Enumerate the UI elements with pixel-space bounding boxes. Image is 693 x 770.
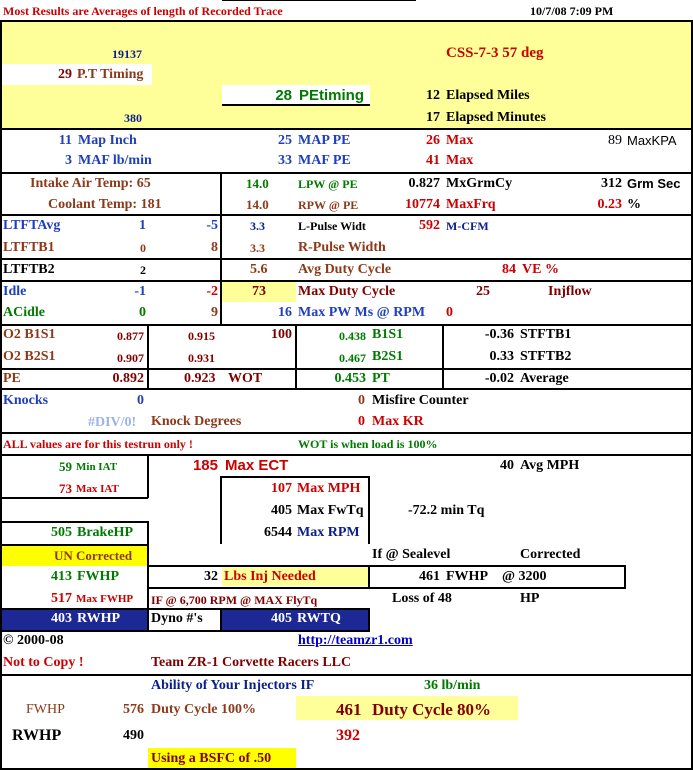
mxgrm-value: 0.827 [408, 176, 440, 191]
max-pw-rpm: 0 [446, 305, 453, 320]
stftb1-value: -0.36 [484, 327, 514, 342]
duty80-label: Duty Cycle 80% [372, 700, 491, 719]
rwhp-80: 392 [336, 727, 360, 744]
rwhp-label: RWHP [77, 611, 121, 626]
max-ect-label: Max ECT [225, 457, 289, 474]
misfire-label: Misfire Counter [372, 393, 469, 408]
lbs-value: 32 [204, 569, 218, 584]
min-iat-value: 59 [59, 459, 72, 474]
maxfrq-value: 10774 [405, 197, 440, 212]
injflow-label: Injflow [548, 284, 592, 299]
lpw-label: LPW @ PE [298, 177, 358, 191]
stftb2-value: 0.33 [489, 349, 514, 364]
maf-label: MAF lb/min [78, 153, 152, 168]
ltftavg-b: -5 [206, 218, 218, 233]
pt-label: PT [372, 371, 390, 386]
rwtq-value: 405 [271, 611, 292, 626]
duty100-value: 576 [123, 702, 144, 717]
knocks-value: 0 [137, 393, 144, 408]
avg-mph-label: Avg MPH [520, 458, 580, 473]
fwhp-corrected-value: 461 [419, 569, 440, 584]
rpulse-value: 3.3 [250, 241, 265, 255]
maf-value: 3 [65, 153, 72, 168]
ltftb1-label: LTFTB1 [3, 240, 55, 255]
idle-a: -1 [134, 284, 146, 299]
corrected-label: Corrected [520, 547, 581, 562]
rpw-label: RPW @ PE [298, 198, 359, 212]
max-iat-label: Max IAT [76, 483, 119, 495]
o2-b2s1-d-label: B2S1 [372, 349, 404, 364]
avgduty-value: 5.6 [250, 262, 268, 277]
car-name: CSS-7-3 57 deg [446, 45, 544, 61]
maf-max-label: Max [446, 153, 474, 168]
o2-b1s1-c: 100 [271, 327, 292, 342]
maf-pe-value: 33 [278, 153, 292, 168]
o2-b1s1-b: 0.915 [188, 329, 215, 343]
map-pe-label: MAP PE [298, 133, 351, 148]
rpw-value: 14.0 [246, 197, 269, 212]
acidle-label: ACidle [3, 305, 45, 320]
pe-value: 0.892 [112, 371, 144, 386]
o2-b2s1-d: 0.467 [339, 351, 366, 365]
duty100-label: Duty Cycle 100% [151, 702, 256, 717]
duty80-value: 461 [336, 700, 362, 719]
misfire-value: 0 [358, 393, 365, 408]
maxduty-value: 73 [252, 284, 266, 299]
o2-b1s1-a: 0.877 [117, 329, 144, 343]
brakehp-value: 505 [51, 525, 72, 540]
average-label: Average [520, 371, 569, 386]
header-datetime: 10/7/08 7:09 PM [530, 4, 614, 18]
rwhp-value: 403 [51, 611, 72, 626]
top-number: 19137 [112, 47, 142, 61]
pe-timing-value: 28 [275, 87, 292, 104]
injector-ability: Ability of Your Injectors IF [151, 678, 315, 693]
hp-label: HP [520, 591, 540, 606]
max-fwhp-value: 517 [51, 591, 72, 606]
elapsed-minutes-label: Elapsed Minutes [446, 110, 546, 125]
header-note: Most Results are Averages of length of Recorded Trace [3, 4, 283, 18]
company-name: Team ZR-1 Corvette Racers LLC [151, 655, 352, 670]
avg-mph-value: 40 [500, 458, 514, 473]
dyno-label: Dyno #'s [151, 611, 203, 626]
map-max-label: Max [446, 133, 474, 148]
elapsed-miles-label: Elapsed Miles [446, 88, 530, 103]
pt-timing-label: P.T Timing [77, 67, 144, 82]
ltftb1-a: 0 [140, 241, 146, 255]
mxgrm-label: MxGrmCy [446, 176, 513, 191]
ltftavg-a: 1 [139, 218, 146, 233]
pt-value: 0.453 [334, 371, 366, 386]
ve-value: 84 [502, 262, 516, 277]
max-fwhp-label: Max FWHP [76, 593, 134, 605]
maf-pe-label: MAF PE [298, 153, 351, 168]
maxkr-label: Max KR [372, 414, 424, 429]
intake-air-temp: Intake Air Temp: 65 [30, 176, 151, 191]
at-rpm: @ 3200 [502, 569, 547, 584]
min-iat-label: Min IAT [76, 461, 118, 473]
elapsed-miles-value: 12 [426, 88, 440, 103]
lpulse-value: 3.3 [250, 219, 265, 233]
map-max-value: 26 [426, 133, 440, 148]
pct-label: % [627, 197, 641, 212]
avgduty-label: Avg Duty Cycle [298, 262, 392, 277]
maxduty-label: Max Duty Cycle [298, 284, 396, 299]
stftb2-label: STFTB2 [520, 349, 572, 364]
max-fwtq-value: 405 [271, 503, 292, 518]
acidle-a: 0 [139, 305, 146, 320]
max-pw-label: Max PW Ms @ RPM [298, 305, 426, 320]
fwhp-value: 413 [51, 569, 72, 584]
inj-fwhp-label: FWHP [26, 702, 65, 717]
lbs-label: Lbs Inj Needed [224, 569, 316, 584]
acidle-b: 9 [211, 305, 218, 320]
fwhp-corrected-label: FWHP [446, 569, 488, 584]
wot-value: 0.923 [184, 371, 216, 386]
o2-b1s1-d-label: B1S1 [372, 327, 404, 342]
elapsed-minutes-value: 17 [426, 110, 440, 125]
ltftb2-a: 2 [140, 263, 146, 277]
max-rpm-value: 6544 [264, 525, 292, 540]
top-number-bottom: 380 [124, 111, 142, 125]
stftb1-label: STFTB1 [520, 327, 572, 342]
max-mph-label: Max MPH [297, 481, 361, 496]
mcfm-label: M-CFM [446, 219, 489, 233]
ltftb2-label: LTFTB2 [3, 262, 55, 277]
max-pw-value: 16 [278, 305, 292, 320]
bsfc-note: Using a BSFC of .50 [151, 751, 272, 766]
pe-label: PE [3, 371, 21, 386]
knocks-label: Knocks [3, 393, 49, 408]
idle-label: Idle [3, 284, 27, 299]
div-error: #DIV/0! [88, 415, 137, 430]
o2-b1s1-d: 0.438 [339, 329, 366, 343]
injflow-value: 25 [476, 284, 490, 299]
maxkpa-label: MaxKPA [627, 133, 677, 148]
all-values-note: ALL values are for this testrun only ! [3, 437, 193, 451]
pt-timing-value: 29 [58, 67, 72, 82]
map-inch-value: 11 [58, 133, 72, 148]
average-value: -0.02 [484, 371, 514, 386]
maxkr-value: 0 [358, 414, 365, 429]
inj-rwhp-label: RWHP [12, 727, 62, 744]
map-pe-value: 25 [278, 133, 292, 148]
max-mph-value: 107 [271, 481, 292, 496]
grmsec-label: Grm Sec [627, 176, 681, 191]
mcfm-value: 592 [419, 218, 440, 233]
copyright: © 2000-08 [3, 633, 64, 648]
max-iat-value: 73 [59, 481, 72, 496]
injector-lb-min: 36 lb/min [424, 678, 481, 693]
max-ect-value: 185 [192, 457, 218, 474]
max-rpm-label: Max RPM [297, 525, 360, 540]
pe-timing-label: PEtiming [299, 87, 365, 104]
lpw-value: 14.0 [246, 176, 269, 191]
o2-b2s1-a: 0.907 [117, 351, 144, 365]
map-inch-label: Map Inch [78, 133, 137, 148]
pct-value: 0.23 [597, 197, 622, 212]
ltftb1-b: 8 [211, 240, 218, 255]
wot-note: WOT is when load is 100% [298, 437, 438, 451]
loss-label: Loss of 48 [392, 591, 452, 606]
knock-degrees-label: Knock Degrees [151, 414, 242, 429]
o2-b2s1-label: O2 B2S1 [3, 349, 56, 364]
maf-max-value: 41 [426, 153, 440, 168]
o2-b1s1-label: O2 B1S1 [3, 327, 56, 342]
if-sealevel: If @ Sealevel [372, 547, 451, 562]
rpulse-label: R-Pulse Width [298, 240, 386, 255]
ve-label: VE % [522, 262, 559, 277]
wot-label: WOT [228, 371, 263, 386]
brakehp-label: BrakeHP [77, 525, 133, 540]
maxkpa-value: 89 [608, 133, 622, 148]
not-to-copy: Not to Copy ! [3, 655, 84, 670]
max-fwtq-label: Max FwTq [297, 503, 364, 518]
fwhp-label: FWHP [77, 569, 119, 584]
ltftavg-label: LTFTAvg [3, 218, 61, 233]
maxfrq-label: MaxFrq [446, 197, 496, 212]
if-rpm-note: IF @ 6,700 RPM @ MAX FlyTq [151, 593, 318, 607]
grmsec-value: 312 [601, 176, 622, 191]
lpulse-label: L-Pulse Widt [298, 219, 366, 233]
uncorrected-label: UN Corrected [54, 548, 133, 563]
idle-b: -2 [206, 284, 218, 299]
teamzr1-link[interactable]: http://teamzr1.com [298, 633, 413, 648]
rwtq-label: RWTQ [297, 611, 341, 626]
o2-b2s1-b: 0.931 [188, 351, 215, 365]
coolant-temp: Coolant Temp: 181 [48, 197, 162, 212]
min-tq: -72.2 min Tq [408, 503, 485, 518]
rwhp-100: 490 [123, 728, 144, 743]
